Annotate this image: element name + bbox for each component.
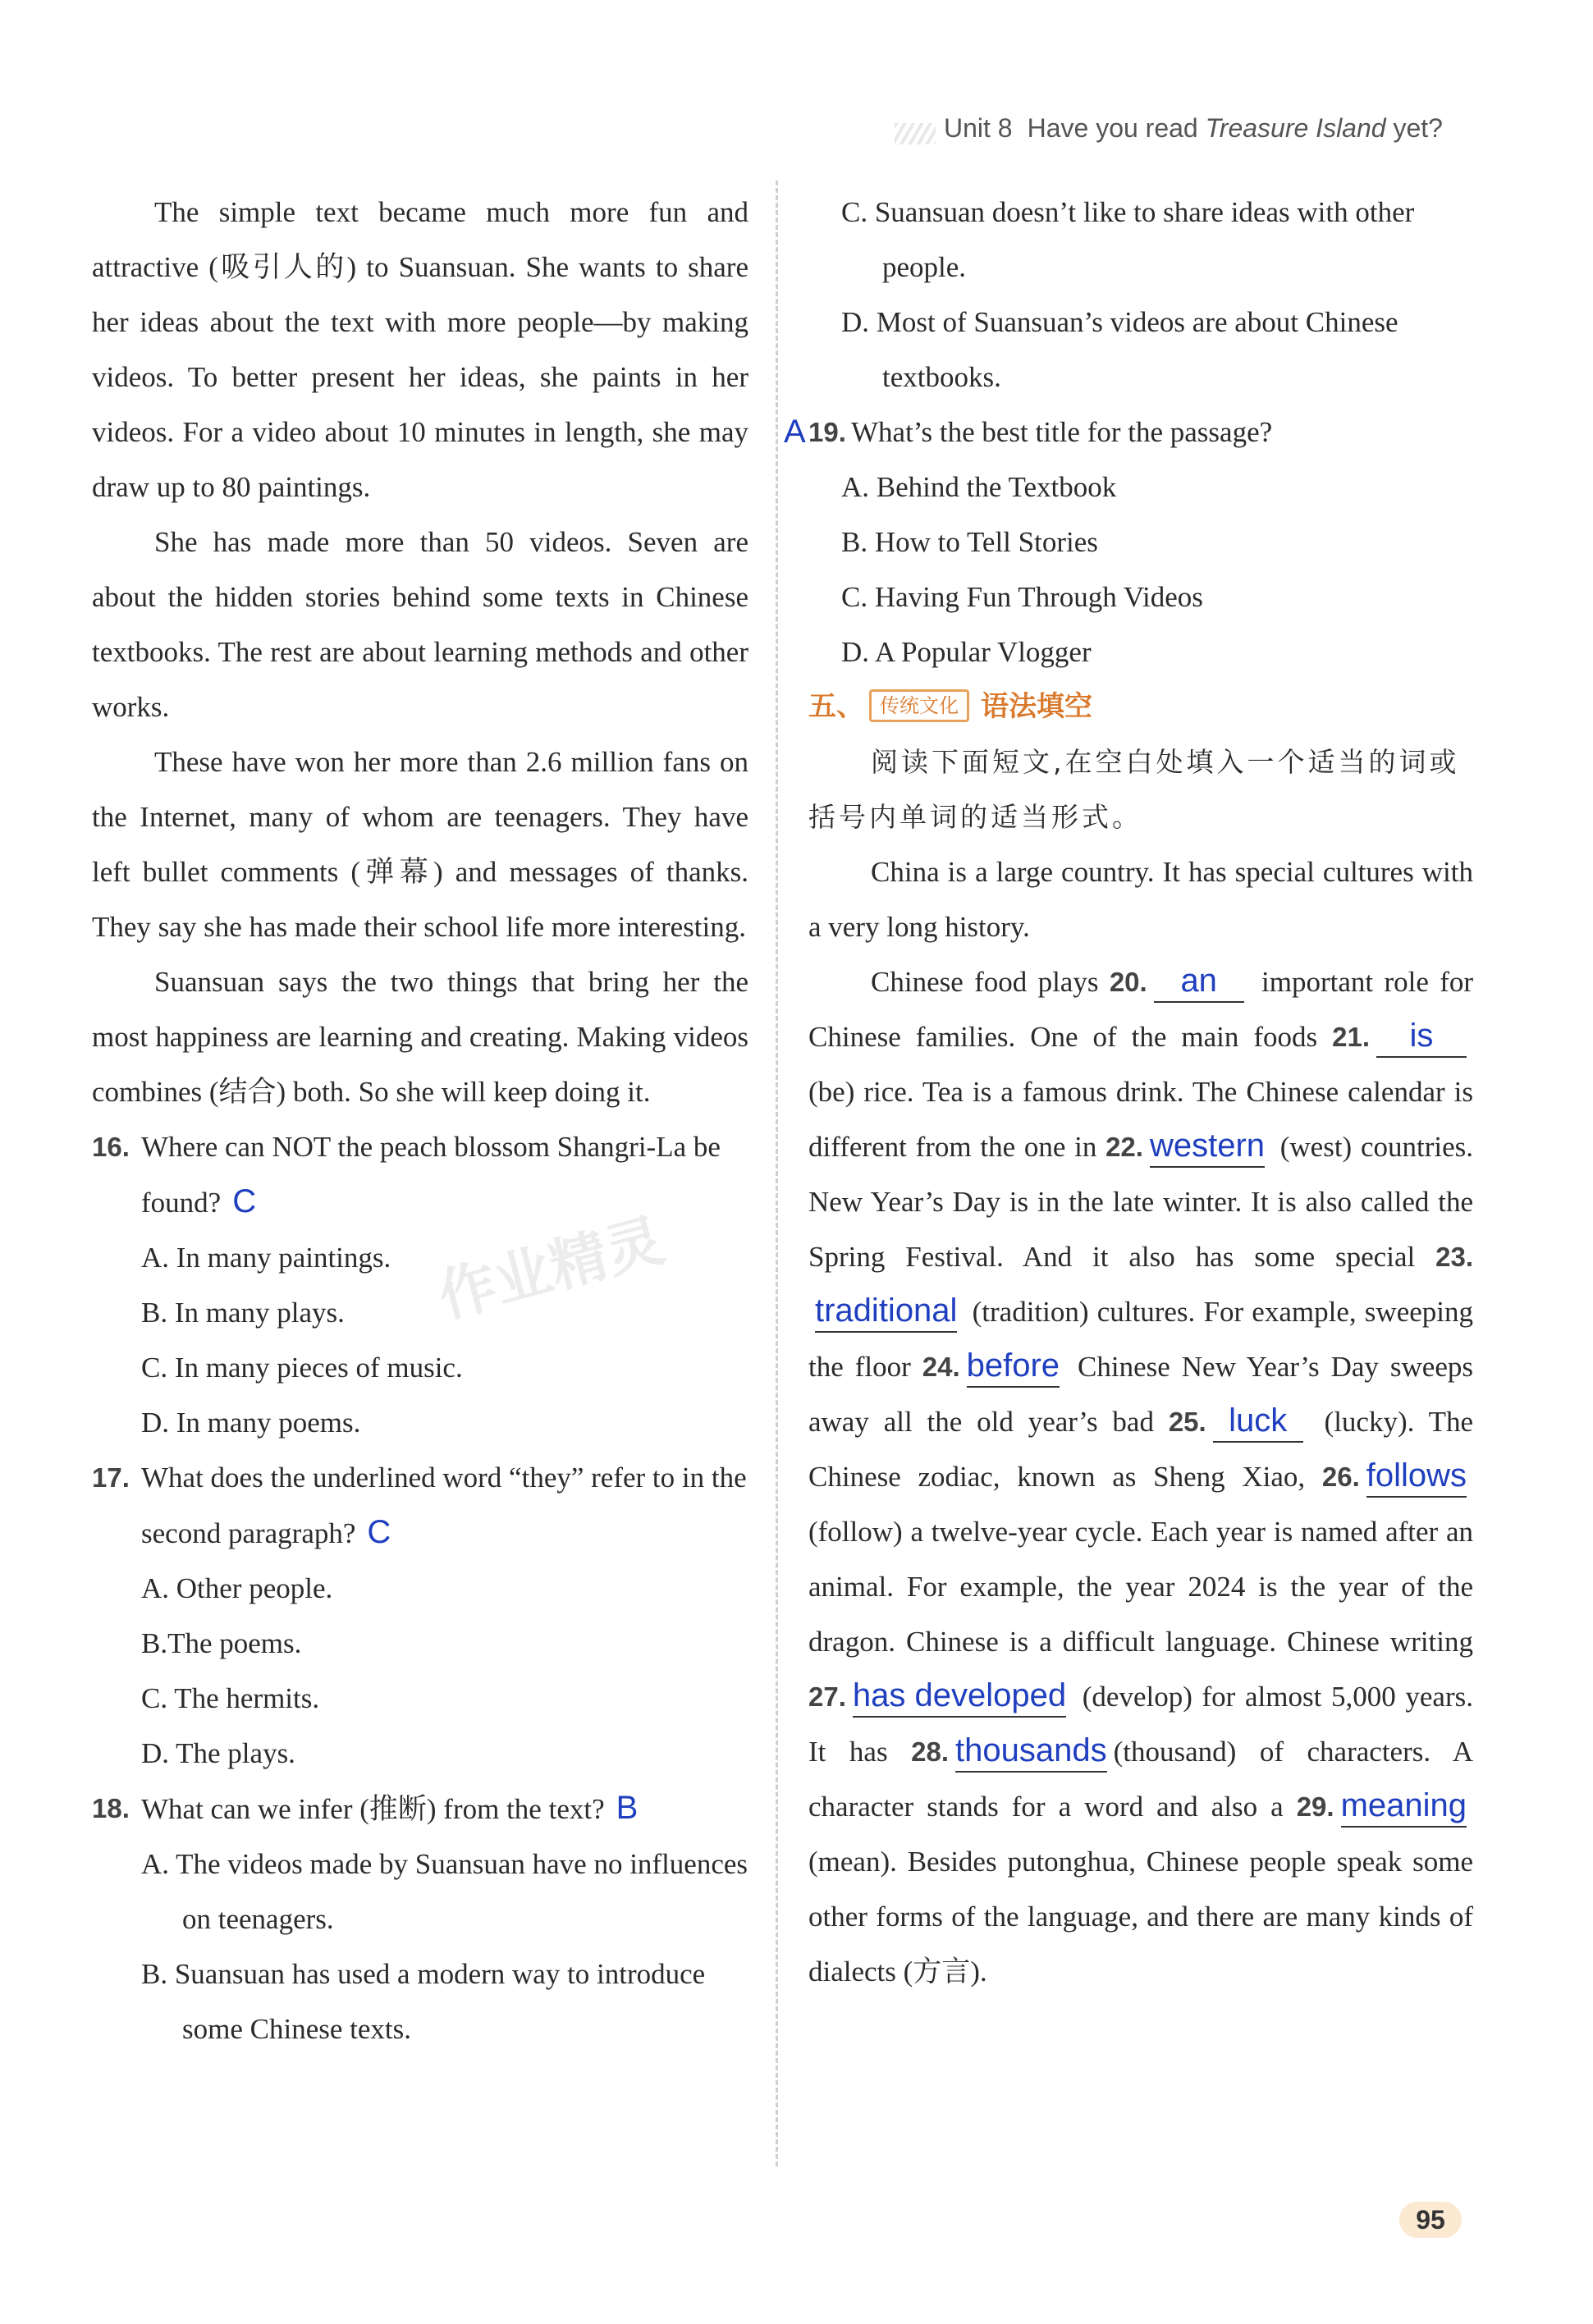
option: B. In many plays. xyxy=(141,1297,345,1329)
answer-blank: has developed xyxy=(853,1675,1066,1718)
cloze-paragraph xyxy=(808,954,1473,1999)
question-text: What’s the best title for the passage? xyxy=(851,416,1273,448)
option: C. In many pieces of music. xyxy=(141,1352,463,1384)
cloze-text: Chinese New Year’s Day sweeps away all the old year’s bad xyxy=(808,1351,1473,1438)
cloze-text: (follow) a twelve-year cycle. Each year is named after an animal. For example, the year 2024 is the year of the dragon. Chinese is a difficult language. Chinese writing xyxy=(808,1516,1473,1658)
section-tag: 传统文化 xyxy=(869,689,969,722)
cloze-paragraph: China is a large country. It has special cultures with a very long history. xyxy=(808,856,1473,943)
cloze-text: (lucky). The Chinese zodiac, known as Sheng Xiao, xyxy=(808,1406,1473,1493)
blank-number: 24. xyxy=(922,1352,960,1382)
header-title-suffix: yet? xyxy=(1385,113,1443,143)
answer-blank: traditional xyxy=(815,1290,957,1333)
question-19 xyxy=(784,405,1473,460)
blank-number: 29. xyxy=(1296,1791,1334,1822)
handwritten-answer: B xyxy=(616,1790,639,1826)
right-column xyxy=(784,185,1474,1999)
blank-number: 22. xyxy=(1105,1132,1143,1162)
blank-number: 28. xyxy=(911,1736,949,1767)
option: A. Behind the Textbook xyxy=(841,471,1117,503)
option: B. How to Tell Stories xyxy=(841,526,1098,558)
header-title-prefix: Have you read xyxy=(1027,113,1206,143)
blank-number: 25. xyxy=(1168,1407,1206,1437)
header-title-italic: Treasure Island xyxy=(1205,113,1386,143)
question-number: 17. xyxy=(92,1462,130,1493)
answer-blank: western xyxy=(1150,1125,1265,1168)
option: D. A Popular Vlogger xyxy=(841,636,1092,668)
blank-number: 26. xyxy=(1321,1462,1360,1492)
cloze-text: (thousand) of characters. A character stands for a word and also a xyxy=(808,1736,1473,1823)
passage-paragraph: She has made more than 50 videos. Seven are about the hidden stories behind some texts in Chinese textbooks. The rest are about learning methods and other works. xyxy=(92,526,748,723)
cloze-text: (west) countries. New Year’s Day is in the late winter. It is also called the Spring Festival. And it also has some special xyxy=(808,1131,1473,1273)
cloze-text: (develop) for almost 5,000 years. It has xyxy=(808,1681,1473,1768)
passage-paragraph: These have won her more than 2.6 million fans on the Internet, many of whom are teenagers. They have left bullet comments (弹幕) and messages of thanks. They say she has made their school life more interesting. xyxy=(92,746,748,943)
answer-blank: thousands xyxy=(955,1730,1107,1773)
section-title: 语法填空 xyxy=(981,690,1092,723)
question-18 xyxy=(92,1781,748,1837)
handwritten-answer: A xyxy=(784,414,806,450)
question-text: What does the underlined word “they” refer to in the second paragraph? xyxy=(141,1462,747,1549)
answer-blank: meaning xyxy=(1341,1785,1467,1828)
cloze-text: Chinese food plays xyxy=(871,966,1110,998)
blank-number: 20. xyxy=(1109,967,1147,997)
blank-number: 23. xyxy=(1435,1242,1473,1272)
question-number: 18. xyxy=(92,1793,130,1823)
cloze-text: (tradition) cultures. For example, sweeping the floor xyxy=(808,1296,1473,1383)
question-number: 19. xyxy=(808,417,846,447)
question-number: 16. xyxy=(92,1132,130,1162)
question-text: What can we infer (推断) from the text? xyxy=(141,1793,605,1825)
option: A. Other people. xyxy=(141,1572,333,1604)
option: B.The poems. xyxy=(141,1627,302,1659)
section-instruction: 阅读下面短文,在空白处填入一个适当的词或括号内单词的适当形式。 xyxy=(808,746,1460,833)
question-17 xyxy=(92,1450,748,1561)
option: A. In many paintings. xyxy=(141,1242,391,1274)
option: C. Suansuan doesn’t like to share ideas with other people. xyxy=(841,196,1415,283)
passage-paragraph: The simple text became much more fun and attractive (吸引人的) to Suansuan. She wants to share her ideas about the text with more people—by making videos. To better present her ideas, she paints in her videos. For a video about 10 minutes in length, she may draw up to 80 paintings. xyxy=(92,196,748,503)
answer-blank: an xyxy=(1154,960,1244,1003)
watermark: 作业精灵 xyxy=(431,1205,671,1331)
blank-number: 21. xyxy=(1332,1022,1370,1052)
cloze-text: important role for Chinese families. One of the main foods xyxy=(808,966,1474,1053)
header-decoration xyxy=(895,123,936,144)
page-number: 95 xyxy=(1399,2202,1462,2238)
answer-blank: luck xyxy=(1213,1400,1303,1443)
left-column xyxy=(92,185,748,2056)
section-heading xyxy=(808,679,1473,734)
option: C. The hermits. xyxy=(141,1682,320,1714)
blank-number: 27. xyxy=(808,1681,846,1712)
cloze-text: (mean). Besides putonghua, Chinese people speak some other forms of the language, and there are many kinds of dialects (方言). xyxy=(808,1846,1473,1988)
option: A. The videos made by Suansuan have no influences on teenagers. xyxy=(141,1848,748,1935)
section-number: 五、 xyxy=(808,690,864,723)
option: C. Having Fun Through Videos xyxy=(841,581,1203,613)
option: D. In many poems. xyxy=(141,1407,361,1439)
option: D. The plays. xyxy=(141,1737,295,1769)
answer-blank: is xyxy=(1376,1015,1467,1058)
column-divider xyxy=(776,181,778,2166)
handwritten-answer: C xyxy=(232,1183,257,1219)
passage-paragraph: Suansuan says the two things that bring her the most happiness are learning and creating. Making videos combines (结合) both. So she will keep doing it. xyxy=(92,966,748,1108)
answer-blank: before xyxy=(967,1345,1060,1388)
handwritten-answer: C xyxy=(367,1514,391,1550)
option: D. Most of Suansuan’s videos are about Chinese textbooks. xyxy=(841,306,1398,393)
cloze-text: (be) rice. Tea is a famous drink. The Chinese calendar is different from the one in xyxy=(808,1076,1473,1163)
question-text: Where can NOT the peach blossom Shangri-La be found? xyxy=(141,1131,721,1219)
question-16 xyxy=(92,1119,748,1230)
option: B. Suansuan has used a modern way to introduce some Chinese texts. xyxy=(141,1958,706,2045)
unit-label: Unit 8 xyxy=(944,113,1013,143)
answer-blank: follows xyxy=(1366,1455,1467,1498)
running-header xyxy=(944,113,1502,154)
